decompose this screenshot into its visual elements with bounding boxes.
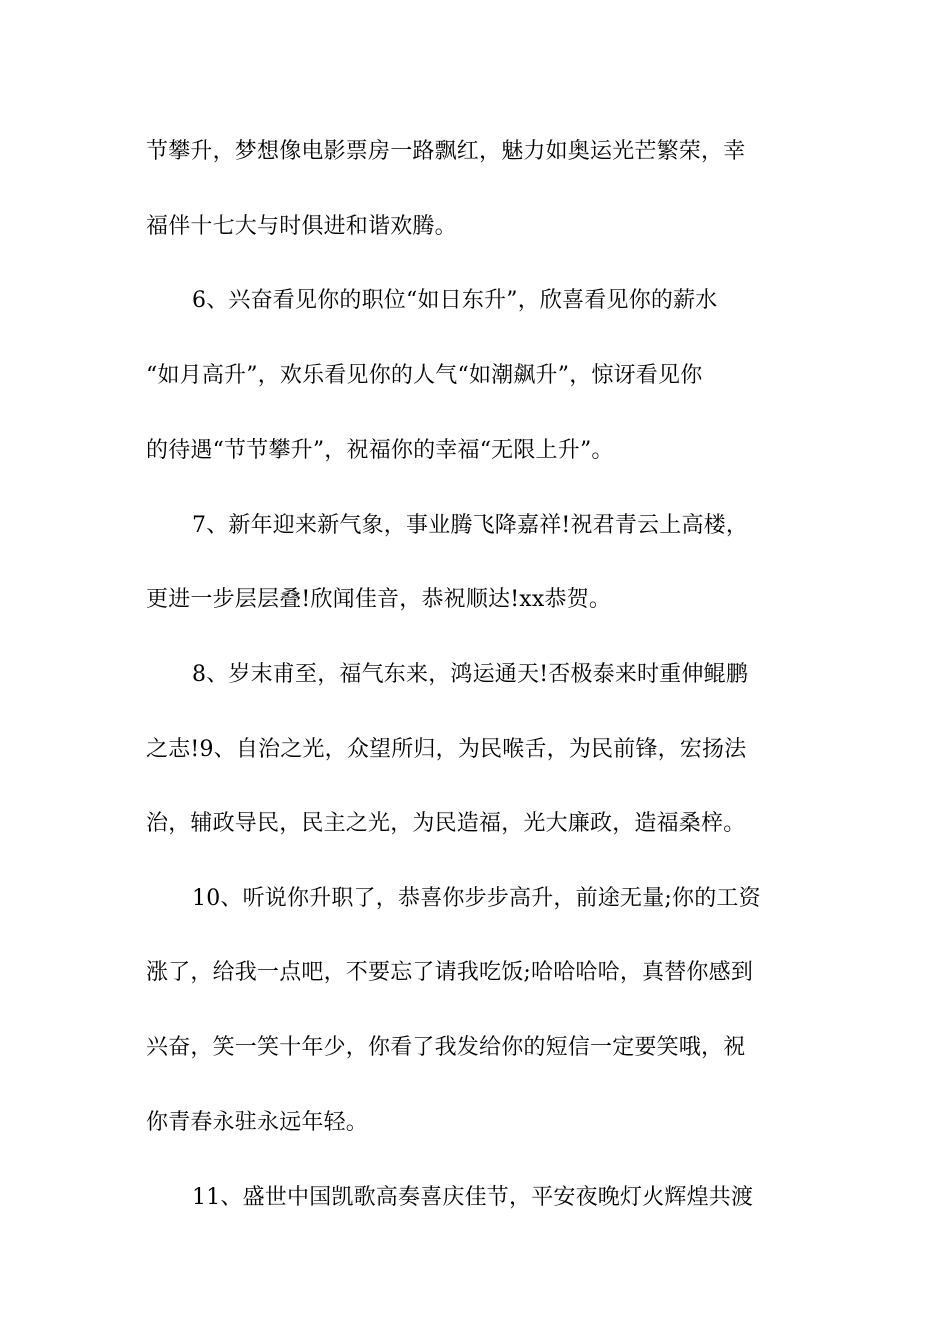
paragraph-10-start: 10、听说你升职了，恭喜你步步高升，前途无量;你的工资: [192, 886, 761, 911]
paragraph-6-start: 6、兴奋看见你的职位“如日东升”，欣喜看见你的薪水: [192, 288, 718, 313]
text-line: 你青春永驻永远年轻。: [146, 1110, 369, 1135]
text-line: 的待遇“节节攀升”，祝福你的幸福“无限上升”。: [146, 438, 614, 463]
text-line: “如月高升”，欢乐看见你的人气“如潮飙升”，惊讶看见你: [146, 363, 703, 388]
paragraph-11-start: 11、盛世中国凯歌高奏喜庆佳节，平安夜晚灯火辉煌共渡: [192, 1185, 754, 1210]
text-line: 更进一步层层叠!欣闻佳音，恭祝顺达!xx恭贺。: [146, 587, 612, 612]
text-line: 治，辅政导民，民主之光，为民造福，光大廉政，造福桑梓。: [146, 811, 746, 836]
text-line: 涨了，给我一点吧，不要忘了请我吃饭;哈哈哈哈，真替你感到: [146, 960, 754, 985]
text-line: 之志!9、自治之光，众望所归，为民喉舌，为民前锋，宏扬法: [146, 737, 747, 762]
paragraph-7-start: 7、新年迎来新气象，事业腾飞降嘉祥!祝君青云上高楼，: [192, 513, 749, 538]
paragraph-8-start: 8、岁末甫至，福气东来，鸿运通天!否极泰来时重伸鲲鹏: [192, 662, 749, 687]
text-line: 节攀升，梦想像电影票房一路飘红，魅力如奥运光芒繁荣，幸: [146, 139, 746, 164]
text-line: 兴奋，笑一笑十年少，你看了我发给你的短信一定要笑哦，祝: [146, 1035, 746, 1060]
text-line: 福伴十七大与时俱进和谐欢腾。: [146, 214, 457, 239]
